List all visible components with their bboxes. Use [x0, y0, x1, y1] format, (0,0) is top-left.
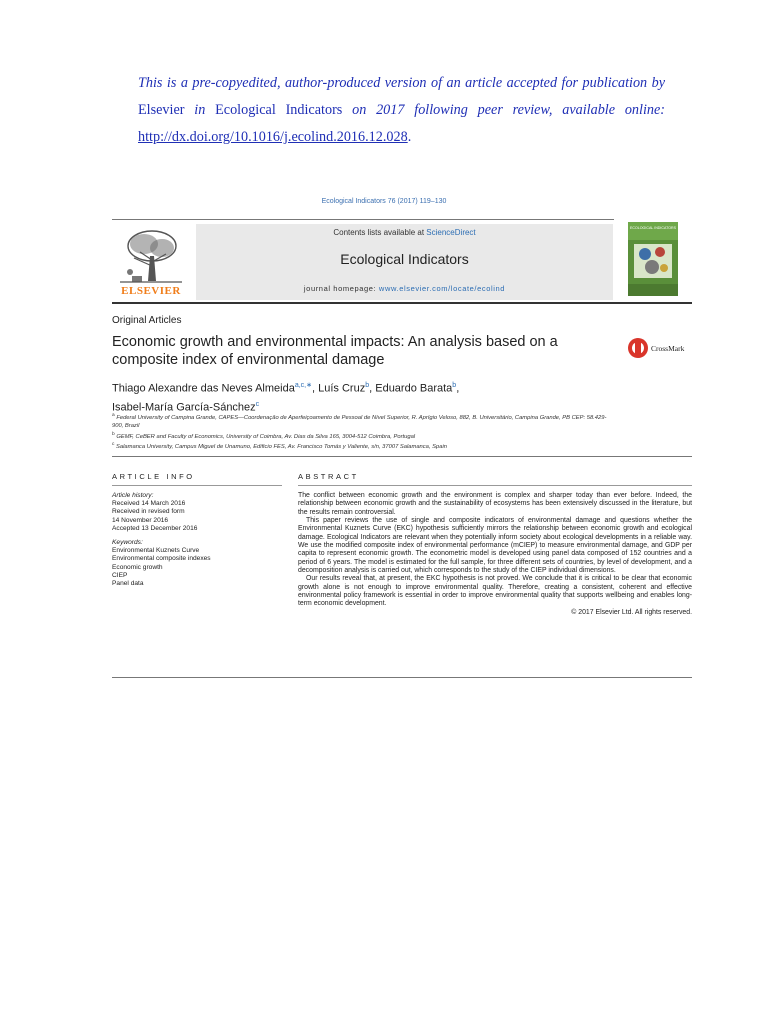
keyword-item: CIEP — [112, 571, 128, 579]
homepage-line — [196, 284, 613, 293]
contents-line — [196, 228, 613, 237]
keywords-label: Keywords: — [112, 539, 143, 547]
author-name: Eduardo Barata — [375, 382, 453, 395]
keyword-item: Environmental Kuznets Curve — [112, 547, 200, 555]
affiliation-item — [112, 441, 612, 451]
author-affil-mark[interactable]: b — [365, 382, 370, 389]
abstract-paragraph: Our results reveal that, at present, the EKC hypothesis is not proved. We conclude that it is critical to be clear that economic growth alone is not enough to improve environmental quality. Therefore, creating a consistent, coherent and effective environmental policy framework is essential in order to improve environmental quality that supports wellbeing and enables long-term economic development. — [298, 575, 692, 608]
affiliation-text: Salamanca University, Campus Miguel de Unamuno, Edificio FES, Av. Francisco Tomás y Valiente, s/n, 37007 Salamanca, Spain — [116, 443, 447, 450]
author-affil-mark[interactable]: c — [255, 400, 260, 408]
notice-publisher: Elsevier — [138, 102, 185, 118]
affiliation-rule — [112, 456, 692, 457]
doi-link[interactable]: http://dx.doi.org/10.1016/j.ecolind.2016.12.028 — [138, 129, 408, 145]
author-affil-mark[interactable]: a,c,∗ — [294, 382, 312, 389]
history-label: Article history: — [112, 492, 154, 499]
abstract-body — [298, 492, 692, 617]
article-info-heading: ARTICLE INFO — [112, 472, 195, 481]
crossmark-icon[interactable] — [627, 336, 697, 360]
homepage-link[interactable]: www.elsevier.com/locate/ecolind — [378, 284, 506, 293]
preprint-notice — [138, 70, 665, 151]
contents-prefix: Contents lists available at — [333, 228, 425, 237]
affiliations — [112, 412, 612, 451]
header-bottom-rule — [112, 302, 692, 304]
author-name: Luís Cruz — [318, 382, 366, 395]
journal-citation: Ecological Indicators 76 (2017) 119–130 — [321, 198, 447, 205]
homepage-prefix: journal homepage: — [303, 284, 377, 293]
journal-banner — [196, 224, 613, 300]
crossmark-label: CrossMark — [651, 344, 685, 353]
history-item: Accepted 13 December 2016 — [112, 524, 198, 532]
author-separator: , — [456, 382, 460, 395]
affiliation-text: Federal University of Campina Grande, CAPES—Coordenação de Aperfeiçoamento de Pessoal de Nível Superior, R. Aprígio Veloso, 882, B. Universitário, Campina Grande, PB CEP: 58.429-900, Brazil — [112, 414, 607, 430]
notice-period: . — [407, 129, 412, 145]
abstract-paragraph: The conflict between economic growth and the environment is complex and sharper today than ever before. Indeed, the relationship between economic growth and the sustainability of ecosystems has been extensively discussed in the literature, but the results remain controversial. — [298, 492, 692, 516]
history-item: Received in revised form — [112, 508, 185, 516]
header-top-rule — [112, 219, 614, 220]
article-info — [112, 492, 282, 588]
section-label: Original Articles — [112, 315, 182, 326]
notice-line-3 — [138, 124, 665, 151]
article-title: Economic growth and environmental impacts: An analysis based on a composite index of environmental damage — [112, 334, 558, 368]
notice-journal: Ecological Indicators — [215, 102, 343, 118]
keyword-item: Economic growth — [112, 563, 163, 571]
abstract-heading: ABSTRACT — [298, 472, 359, 481]
affiliation-item — [112, 412, 612, 431]
affiliation-mark: c — [112, 442, 115, 448]
affiliation-mark: b — [112, 431, 115, 437]
author-list — [112, 378, 612, 415]
author-name: Isabel-María García-Sánchez — [112, 401, 256, 414]
journal-name: Ecological Indicators — [340, 251, 469, 267]
notice-in: in — [194, 102, 206, 118]
affiliation-item — [112, 431, 612, 441]
abstract-bottom-rule — [112, 677, 692, 678]
author-affil-mark[interactable]: b — [452, 382, 457, 389]
notice-line-1: This is a pre-copyedited, author-produced version of an article accepted for publication by — [138, 75, 665, 91]
author-name: Thiago Alexandre das Neves Almeida — [112, 382, 295, 395]
history-item: 14 November 2016 — [112, 516, 169, 524]
abstract-rule — [298, 485, 692, 486]
notice-tail: on 2017 following peer review, available online: — [352, 102, 666, 118]
journal-cover-image — [628, 222, 678, 296]
copyright-line: © 2017 Elsevier Ltd. All rights reserved. — [571, 608, 692, 616]
sciencedirect-link[interactable]: ScienceDirect — [426, 228, 476, 237]
affiliation-mark: a — [112, 413, 115, 418]
abstract-paragraph: This paper reviews the use of single and composite indicators of environmental damage and questions whether the Environmental Kuznets Curve (EKC) hypothesis sufficiently mirrors the relationship between economic growth and ecological damage. Ecological Indicators are relevant when they potentially inform society about ecological developments in a reliable way. We use the modified composite index of environmental performance (mCIEP) to measure environmental damage, and GDP per capita to represent economic growth. The econometric model is developed using panel data composed of 152 countries and a period of 6 years. The model is estimated for the full sample, for three different sets of countries, by level of development, and a decomposition analysis is carried out, which corresponds to the study of the CIEP individual dimensions. — [298, 517, 692, 575]
article-info-rule — [112, 485, 282, 486]
affiliation-text: GEMF, CeBER and Faculty of Economics, University of Coimbra, Av. Dias da Silva 165, 3004-512 Coimbra, Portugal — [116, 433, 416, 440]
author-separator: , — [312, 382, 319, 395]
keyword-item: Panel data — [112, 580, 144, 588]
keyword-item: Environmental composite indexes — [112, 555, 211, 563]
cover-title: ECOLOGICAL INDICATORS — [629, 226, 677, 230]
history-item: Received 14 March 2016 — [112, 500, 186, 508]
author-separator: , — [369, 382, 376, 395]
elsevier-wordmark: ELSEVIER — [121, 285, 181, 297]
